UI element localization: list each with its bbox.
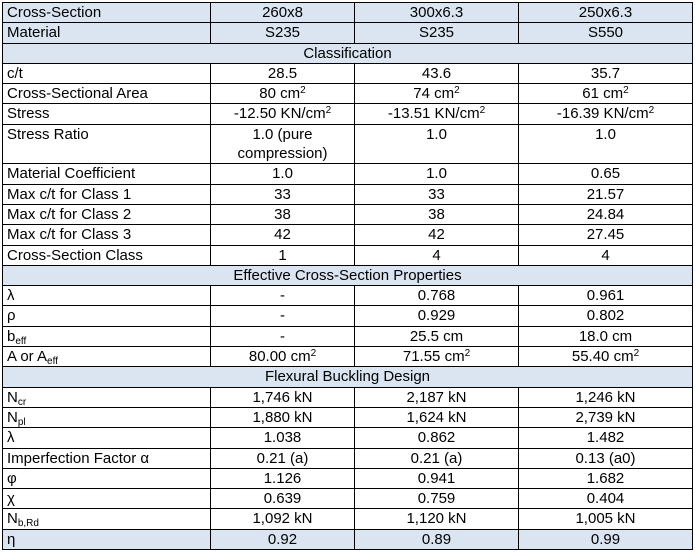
cell-value: -	[211, 326, 355, 346]
cell-value: 0.21 (a)	[355, 448, 519, 468]
cell-value: 55.40 $cm^2$	[519, 347, 693, 367]
cell-value: 2,739 kN	[519, 407, 693, 427]
row-label: c/t	[3, 63, 211, 83]
table-row	[3, 306, 693, 326]
table-row	[3, 509, 693, 529]
cell-value: 1.038	[211, 428, 355, 448]
superscript: 2	[479, 105, 486, 117]
cell-value: 35.7	[519, 63, 693, 83]
cell-value: 61 $cm^2$	[519, 84, 693, 104]
cell-value: 0.21 (a)	[211, 448, 355, 468]
superscript: 2	[325, 105, 332, 117]
row-label: Material Coefficient	[3, 164, 211, 184]
row-label: Imperfection Factor α	[3, 448, 211, 468]
cell-value: S550	[519, 23, 693, 43]
cell-value: 0.89	[355, 529, 519, 549]
row-label: λ	[3, 428, 211, 448]
subscript: eff	[47, 356, 58, 367]
table-row	[3, 104, 693, 124]
superscript: 2	[648, 105, 655, 117]
cell-value: 0.13 (a0)	[519, 448, 693, 468]
cell-value: 43.6	[355, 63, 519, 83]
subscript: eff	[15, 335, 27, 347]
cell-value: 1,880 kN	[211, 407, 355, 427]
cell-value: 2,187 kN	[355, 387, 519, 407]
table-row	[3, 245, 693, 265]
row-label: A or $A_{eff}$	[3, 347, 211, 367]
cell-value: 0.639	[211, 489, 355, 509]
table-row	[3, 448, 693, 468]
subscript: b,Rd	[17, 518, 39, 530]
cell-value: 0.961	[519, 286, 693, 306]
cell-value: 250x6.3	[519, 3, 693, 23]
table-row	[3, 326, 693, 346]
table-row	[3, 347, 693, 367]
cell-value: S235	[211, 23, 355, 43]
cell-value: 27.45	[519, 225, 693, 245]
cell-value: 0.759	[355, 489, 519, 509]
section-title: Classification	[3, 43, 693, 63]
cell-value: 1.0 (pure compression)	[211, 124, 355, 164]
row-label: Cross-Sectional Area	[3, 84, 211, 104]
cell-value: 1	[211, 245, 355, 265]
cell-value: 300x6.3	[355, 3, 519, 23]
subscript: pl	[17, 416, 26, 428]
section-title: Flexural Buckling Design	[3, 367, 693, 387]
table-row	[3, 428, 693, 448]
cell-value: -13.51 $KN/cm^2$	[355, 104, 519, 124]
cell-value: -16.39 $KN/cm^2$	[519, 104, 693, 124]
cell-value: 0.65	[519, 164, 693, 184]
section-title: Effective Cross-Section Properties	[3, 265, 693, 285]
cell-value: 0.941	[355, 468, 519, 488]
cell-value: 25.5 cm	[355, 326, 519, 346]
table-row-material	[3, 23, 693, 43]
cell-value: 0.929	[355, 306, 519, 326]
row-label: Max c/t for Class 3	[3, 225, 211, 245]
superscript: 2	[310, 348, 317, 360]
section-header-classification	[3, 43, 693, 63]
cell-value: S235	[355, 23, 519, 43]
table-row	[3, 124, 693, 164]
table-row	[3, 225, 693, 245]
cell-value: 28.5	[211, 63, 355, 83]
table-row	[3, 184, 693, 204]
section-header-effective	[3, 265, 693, 285]
cell-value: 24.84	[519, 204, 693, 224]
cell-value: 4	[519, 245, 693, 265]
cell-value: 1.682	[519, 468, 693, 488]
cell-value: 260x8	[211, 3, 355, 23]
subscript: cr	[17, 396, 27, 408]
cell-value: 1,246 kN	[519, 387, 693, 407]
cell-value: 0.862	[355, 428, 519, 448]
cell-value: 42	[211, 225, 355, 245]
table-row	[3, 286, 693, 306]
table-row	[3, 204, 693, 224]
cell-value: 1.0	[355, 164, 519, 184]
cell-value: 1.482	[519, 428, 693, 448]
cell-value: 1.0	[519, 124, 693, 164]
cell-value: 38	[211, 204, 355, 224]
cell-value: 1,092 kN	[211, 509, 355, 529]
cell-value: -	[211, 286, 355, 306]
cell-value: 1.0	[355, 124, 519, 164]
cell-value: 38	[355, 204, 519, 224]
cell-value: 18.0 cm	[519, 326, 693, 346]
table-row	[3, 489, 693, 509]
superscript: 2	[454, 85, 460, 97]
cell-value: 1,746 kN	[211, 387, 355, 407]
table-row	[3, 164, 693, 184]
row-label: $N_{cr}$	[3, 387, 211, 407]
section-header-buckling	[3, 367, 693, 387]
row-label: Stress	[3, 104, 211, 124]
row-label: $N_{pl}$	[3, 407, 211, 427]
row-label: φ	[3, 468, 211, 488]
superscript: 2	[633, 348, 640, 360]
cell-value: 0.99	[519, 529, 693, 549]
table-row	[3, 63, 693, 83]
table-row	[3, 407, 693, 427]
row-label: $b_{eff}$	[3, 326, 211, 346]
cell-value: 33	[355, 184, 519, 204]
superscript: 2	[623, 85, 629, 97]
design-comparison-table	[2, 2, 693, 550]
cell-value: -	[211, 306, 355, 326]
cell-value: 80.00 $cm^2$	[211, 347, 355, 367]
cell-value: 71.55 $cm^2$	[355, 347, 519, 367]
cell-value: 1,624 kN	[355, 407, 519, 427]
cell-value: 0.404	[519, 489, 693, 509]
row-label: χ	[3, 489, 211, 509]
cell-value: 1,005 kN	[519, 509, 693, 529]
row-label: Cross-Section	[3, 3, 211, 23]
cell-value: 1.0	[211, 164, 355, 184]
table-row	[3, 387, 693, 407]
cell-value: 4	[355, 245, 519, 265]
row-label: λ	[3, 286, 211, 306]
row-label: Material	[3, 23, 211, 43]
cell-value: 0.92	[211, 529, 355, 549]
table-row	[3, 468, 693, 488]
row-label: Max c/t for Class 2	[3, 204, 211, 224]
row-label: ρ	[3, 306, 211, 326]
row-label: Max c/t for Class 1	[3, 184, 211, 204]
table-row-utilization	[3, 529, 693, 549]
cell-value: 21.57	[519, 184, 693, 204]
cell-value: 74 $cm^2$	[355, 84, 519, 104]
cell-value: 0.802	[519, 306, 693, 326]
cell-value: 1.126	[211, 468, 355, 488]
table-row-cross-section	[3, 3, 693, 23]
row-label: η	[3, 529, 211, 549]
superscript: 2	[300, 85, 306, 97]
table-row	[3, 84, 693, 104]
cell-value: 42	[355, 225, 519, 245]
row-label: Cross-Section Class	[3, 245, 211, 265]
cell-value: 33	[211, 184, 355, 204]
cell-value: -12.50 $KN/cm^2$	[211, 104, 355, 124]
cell-value: 80 $cm^2$	[211, 84, 355, 104]
row-label: Stress Ratio	[3, 124, 211, 164]
cell-value: 1,120 kN	[355, 509, 519, 529]
superscript: 2	[464, 348, 471, 360]
row-label: $N_{b,Rd}$	[3, 509, 211, 529]
cell-value: 0.768	[355, 286, 519, 306]
